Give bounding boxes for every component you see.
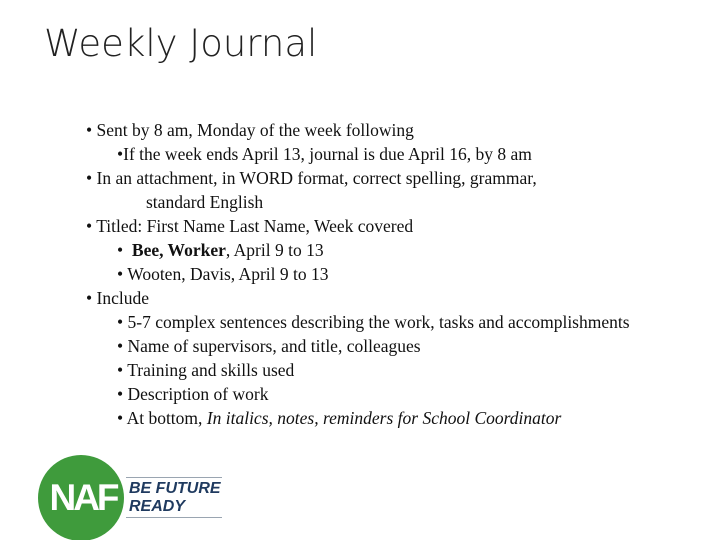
bullet-text: Description of work (127, 384, 269, 404)
logo-tagline-line1: BE FUTURE (129, 480, 221, 497)
logo-divider (126, 477, 222, 478)
italic-note-text: In italics, notes, reminders for School Coordinator (206, 408, 562, 428)
bold-name: Bee, Worker (131, 240, 226, 260)
bullet-glyph: • (117, 336, 124, 356)
bullet-glyph: • (86, 168, 93, 188)
bullet-item (86, 214, 630, 238)
logo-tagline (129, 480, 221, 516)
bullet-text: , April 9 to 13 (225, 240, 324, 260)
bullet-text: Name of supervisors, and title, colleagues (127, 336, 421, 356)
logo-mark: NAF (49, 477, 117, 518)
bullet-glyph: • (86, 288, 93, 308)
bullet-text: Training and skills used (127, 360, 295, 380)
sub-bullet-item (86, 238, 630, 262)
naf-logo (38, 455, 228, 540)
bullet-text: Titled: First Name Last Name, Week covered (96, 216, 414, 236)
bullet-glyph: • (117, 360, 124, 380)
bullet-glyph: • (117, 384, 124, 404)
bullet-text: At bottom, (126, 408, 207, 428)
bullet-glyph: • (117, 144, 124, 164)
sub-bullet-item (86, 334, 630, 358)
bullet-text: Include (96, 288, 149, 308)
bullet-continuation: standard English (146, 192, 264, 212)
bullet-text: In an attachment, in WORD format, correct spelling, grammar, (96, 168, 537, 188)
bullet-glyph: • (117, 240, 124, 260)
sub-bullet-item (86, 310, 630, 334)
sub-bullet-item (86, 406, 630, 430)
bullet-text: Sent by 8 am, Monday of the week following (96, 120, 414, 140)
logo-tagline-line2: READY (129, 498, 186, 515)
bullet-glyph: • (86, 216, 93, 236)
sub-bullet-item (86, 142, 630, 166)
sub-bullet-item (86, 382, 630, 406)
bullet-item (86, 166, 630, 190)
bullet-text: If the week ends April 13, journal is due April 16, by 8 am (123, 144, 532, 164)
bullet-glyph: • (117, 312, 124, 332)
logo-divider (126, 517, 222, 518)
sub-bullet-item (86, 262, 630, 286)
bullet-list (86, 118, 630, 430)
bullet-glyph: • (117, 408, 124, 428)
bullet-item (86, 286, 630, 310)
slide-title: Weekly Journal (44, 22, 318, 65)
bullet-text: Wooten, Davis, April 9 to 13 (127, 264, 329, 284)
bullet-glyph: • (86, 120, 93, 140)
sub-bullet-item (86, 358, 630, 382)
bullet-glyph: • (117, 264, 124, 284)
bullet-item (86, 118, 630, 142)
bullet-text: 5-7 complex sentences describing the work, tasks and accomplishments (127, 312, 630, 332)
